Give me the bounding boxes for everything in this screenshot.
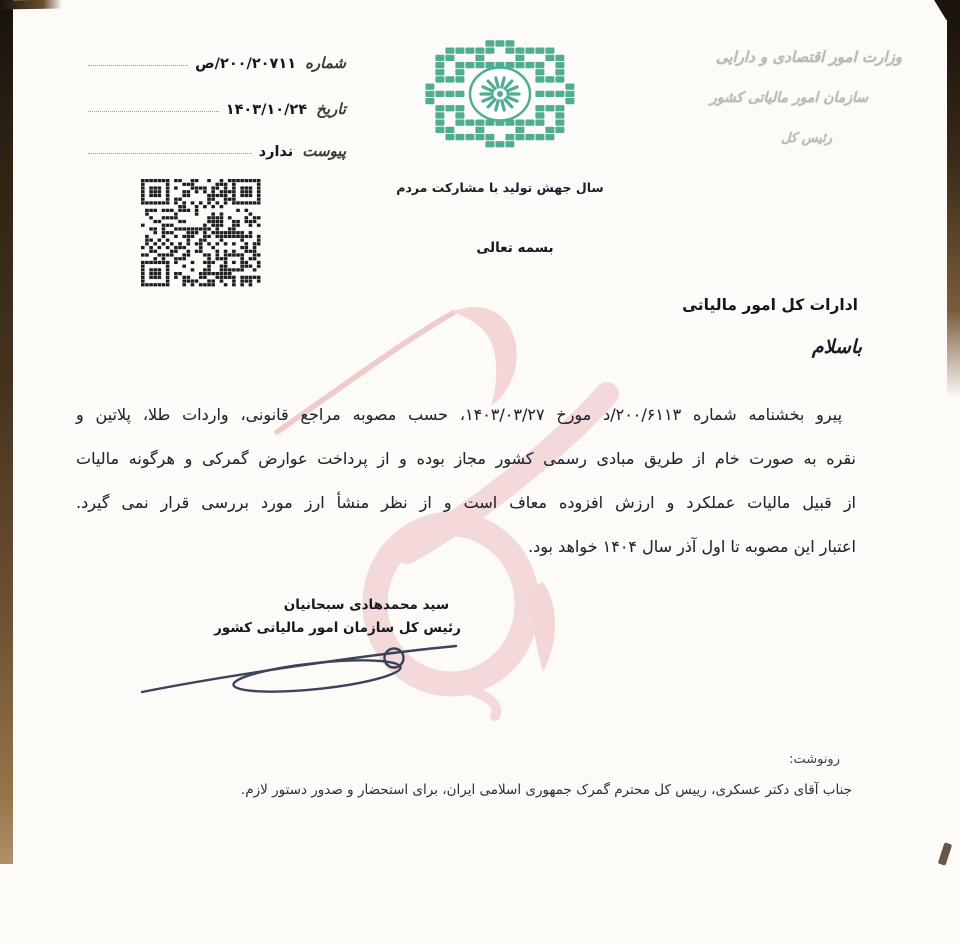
ministry-name-line: وزارت امور اقتصادی و دارایی (715, 48, 902, 66)
signer-name: سید محمدهادی سبحانیان (283, 597, 450, 613)
cc-label: رونوشت: (789, 752, 840, 767)
scan-edge-bottom-right-mark (938, 842, 952, 865)
handwritten-signature (132, 636, 462, 708)
year-slogan: سال جهش تولید با مشارکت مردم (396, 180, 604, 195)
number-label: شماره (305, 54, 346, 72)
signer-title: رئیس کل سازمان امور مالیاتی کشور (214, 620, 461, 636)
body-line-3: از قبیل مالیات عملکرد و ارزش افزوده معاف است و از نظر منشأ ارز مورد بررسی قرار نمی گیرد. (76, 493, 856, 512)
qr-code (139, 177, 263, 287)
attachment-row (88, 134, 346, 160)
dotted-line (88, 65, 188, 66)
letter-body (76, 393, 856, 569)
scan-edge-left (0, 0, 13, 864)
body-line-4: اعتبار این مصوبه تا اول آذر سال ۱۴۰۴ خواهد بود. (528, 537, 856, 556)
invocation-besmele: بسمه تعالی (476, 240, 554, 256)
date-value: ۱۴۰۳/۱۰/۲۴ (225, 102, 308, 118)
dotted-line (88, 153, 252, 154)
tax-administration-emblem-icon (425, 40, 575, 148)
dotted-line (88, 111, 219, 112)
addressee-heading: ادارات کل امور مالیاتی (682, 296, 858, 314)
scan-edge-right (947, 0, 960, 398)
body-line-1: پیرو بخشنامه شماره ۲۰۰/۶۱۱۳/د مورخ ۱۴۰۳/۰۳/۲۷، حسب مصوبه مراجع قانونی، واردات طلا، پلاتین و (76, 405, 843, 424)
scan-edge-top-left (0, 0, 62, 10)
letter-number-row (88, 46, 346, 72)
number-value: ۲۰۰/۲۰۷۱۱/ص (195, 56, 297, 72)
signature-block (205, 597, 470, 636)
salutation: باسلام (811, 336, 862, 358)
cc-recipient-line: جناب آقای دکتر عسکری، رییس کل محترم گمرک جمهوری اسلامی ایران، برای استحضار و صدور دستور لازم. (240, 782, 852, 798)
attachment-label: پیوست (302, 142, 346, 160)
date-label: تاریخ (316, 100, 346, 118)
organization-name-line: سازمان امور مالیاتی کشور (709, 90, 868, 106)
attachment-value: ندارد (258, 144, 294, 160)
office-title-line: رئیس کل (781, 131, 832, 146)
letter-date-row (88, 92, 346, 118)
body-line-2: نقره به صورت خام از طریق مبادی رسمی کشور مجاز بوده و از پرداخت عوارض گمرکی و هرگونه مالیات (76, 449, 856, 468)
scan-edge-top-right-corner (924, 0, 960, 20)
